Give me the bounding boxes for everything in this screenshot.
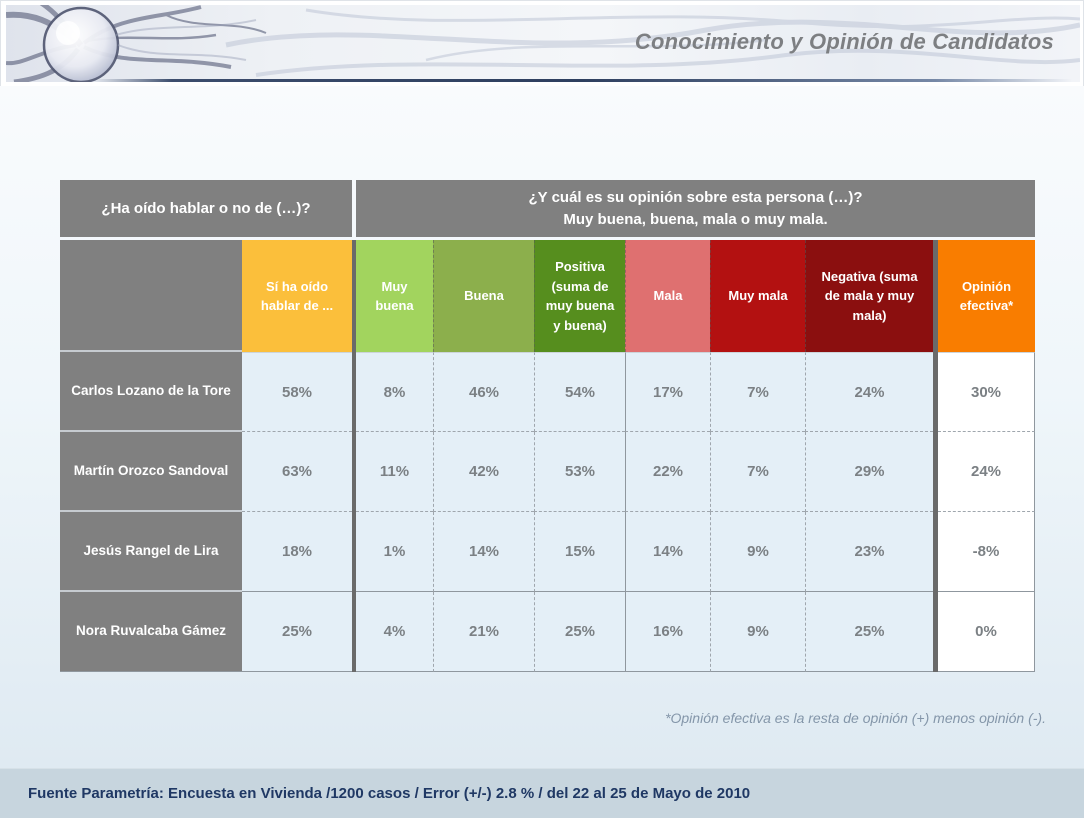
candidate-name: Jesús Rangel de Lira bbox=[60, 512, 242, 592]
value-cell: -8% bbox=[938, 512, 1035, 592]
value-cell: 24% bbox=[805, 352, 933, 432]
value-cell: 25% bbox=[805, 592, 933, 672]
column-header-muy-mala: Muy mala bbox=[710, 240, 805, 352]
value-cell: 53% bbox=[534, 432, 625, 512]
group-header-opinion-line1: ¿Y cuál es su opinión sobre esta persona (…)? bbox=[528, 188, 863, 206]
group-header-opinion bbox=[356, 180, 1035, 237]
value-cell: 8% bbox=[356, 352, 433, 432]
header-banner bbox=[6, 5, 1080, 82]
value-cell: 15% bbox=[534, 512, 625, 592]
value-cell: 4% bbox=[356, 592, 433, 672]
column-header-buena: Buena bbox=[433, 240, 534, 352]
page-title: Conocimiento y Opinión de Candidatos bbox=[634, 29, 1054, 54]
value-cell: 24% bbox=[938, 432, 1035, 512]
corner-cell bbox=[60, 240, 242, 352]
column-header-si-ha-oido: Sí ha oído hablar de ... bbox=[242, 240, 352, 352]
value-cell: 14% bbox=[625, 512, 710, 592]
column-header-positiva: Positiva (suma de muy buena y buena) bbox=[534, 240, 625, 352]
value-cell: 16% bbox=[625, 592, 710, 672]
value-cell: 9% bbox=[710, 512, 805, 592]
value-cell: 30% bbox=[938, 352, 1035, 432]
value-cell: 14% bbox=[433, 512, 534, 592]
banner-underline bbox=[94, 79, 1072, 82]
value-cell: 23% bbox=[805, 512, 933, 592]
footer-source-text: Fuente Parametría: Encuesta en Vivienda /1200 casos / Error (+/-) 2.8 % / del 22 al 25 de Mayo de 2010 bbox=[28, 784, 751, 802]
column-header-mala: Mala bbox=[625, 240, 710, 352]
column-header-opinion-efectiva: Opinión efectiva* bbox=[938, 240, 1035, 352]
value-cell: 63% bbox=[242, 432, 352, 512]
value-cell: 18% bbox=[242, 512, 352, 592]
value-cell: 7% bbox=[710, 432, 805, 512]
value-cell: 54% bbox=[534, 352, 625, 432]
candidates-table bbox=[60, 180, 1035, 672]
value-cell: 58% bbox=[242, 352, 352, 432]
value-cell: 25% bbox=[534, 592, 625, 672]
candidate-name: Carlos Lozano de la Tore bbox=[60, 352, 242, 432]
footnote: *Opinión efectiva es la resta de opinión (+) menos opinión (-). bbox=[665, 710, 1046, 726]
candidate-name: Nora Ruvalcaba Gámez bbox=[60, 592, 242, 672]
value-cell: 46% bbox=[433, 352, 534, 432]
value-cell: 22% bbox=[625, 432, 710, 512]
value-cell: 7% bbox=[710, 352, 805, 432]
footer-bar bbox=[0, 768, 1084, 818]
column-header-muy-buena: Muy buena bbox=[356, 240, 433, 352]
value-cell: 9% bbox=[710, 592, 805, 672]
candidate-name: Martín Orozco Sandoval bbox=[60, 432, 242, 512]
value-cell: 17% bbox=[625, 352, 710, 432]
value-cell: 1% bbox=[356, 512, 433, 592]
column-header-negativa: Negativa (suma de mala y muy mala) bbox=[805, 240, 933, 352]
value-cell: 21% bbox=[433, 592, 534, 672]
value-cell: 29% bbox=[805, 432, 933, 512]
group-header-awareness: ¿Ha oído hablar o no de (…)? bbox=[60, 180, 352, 237]
value-cell: 0% bbox=[938, 592, 1035, 672]
value-cell: 25% bbox=[242, 592, 352, 672]
group-header-opinion-line2: Muy buena, buena, mala o muy mala. bbox=[563, 210, 828, 228]
value-cell: 42% bbox=[433, 432, 534, 512]
value-cell: 11% bbox=[356, 432, 433, 512]
content-area bbox=[0, 86, 1084, 768]
